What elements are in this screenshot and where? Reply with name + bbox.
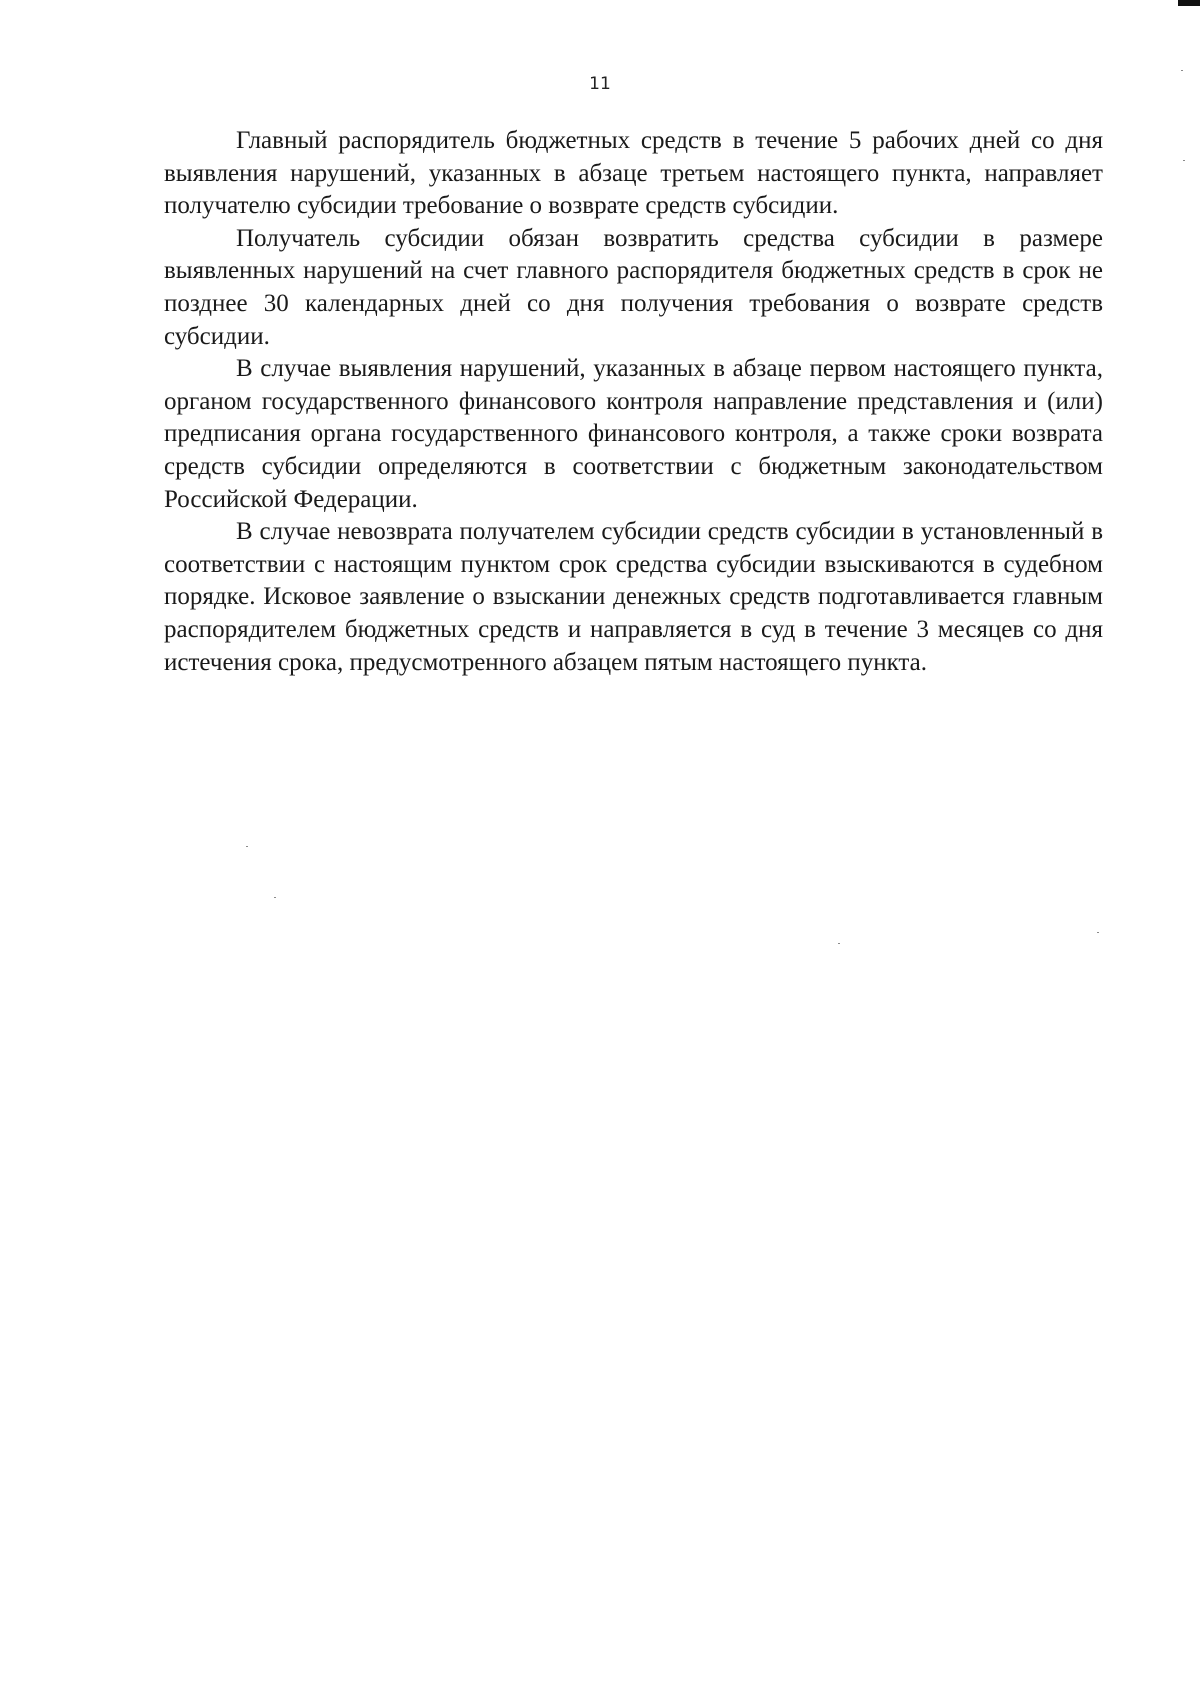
document-body (164, 125, 1103, 679)
paragraph-2: Получатель субсидии обязан возвратить средства субсидии в размере выявленных нарушений на счет главного распорядителя бюджетных средств в срок не позднее 30 календарных дней со дня получения требования о возврате средств субсидии. (164, 224, 1103, 350)
scan-speck (274, 897, 276, 898)
scan-speck (1183, 160, 1185, 161)
page-number: 11 (589, 74, 611, 94)
scan-speck (1181, 70, 1183, 71)
scan-speck (1097, 932, 1099, 933)
scan-speck (838, 943, 840, 944)
scan-speck (246, 846, 248, 847)
paragraph-4: В случае невозврата получателем субсидии средств субсидии в установленный в соответствии с настоящим пунктом срок средства субсидии взыскиваются в судебном порядке. Исковое заявление о взыскании денежных средств подготавливается главным распорядителем бюджетных средств и направляется в суд в течение 3 месяцев со дня истечения срока, предусмотренного абзацем пятым настоящего пункта. (164, 518, 1103, 676)
paragraph-1: Главный распорядитель бюджетных средств в течение 5 рабочих дней со дня выявления нарушений, указанных в абзаце третьем настоящего пункта, направляет получателю субсидии требование о возврате средств субсидии. (164, 127, 1103, 220)
scan-edge-mark (1178, 0, 1200, 6)
paragraph-3: В случае выявления нарушений, указанных в абзаце первом настоящего пункта, органом государственного финансового контроля направление представления и (или) предписания органа государственного финансового контроля, а также сроки возврата средств субсидии определяются в соответствии с бюджетным законодательством Российской Федерации. (164, 355, 1103, 513)
